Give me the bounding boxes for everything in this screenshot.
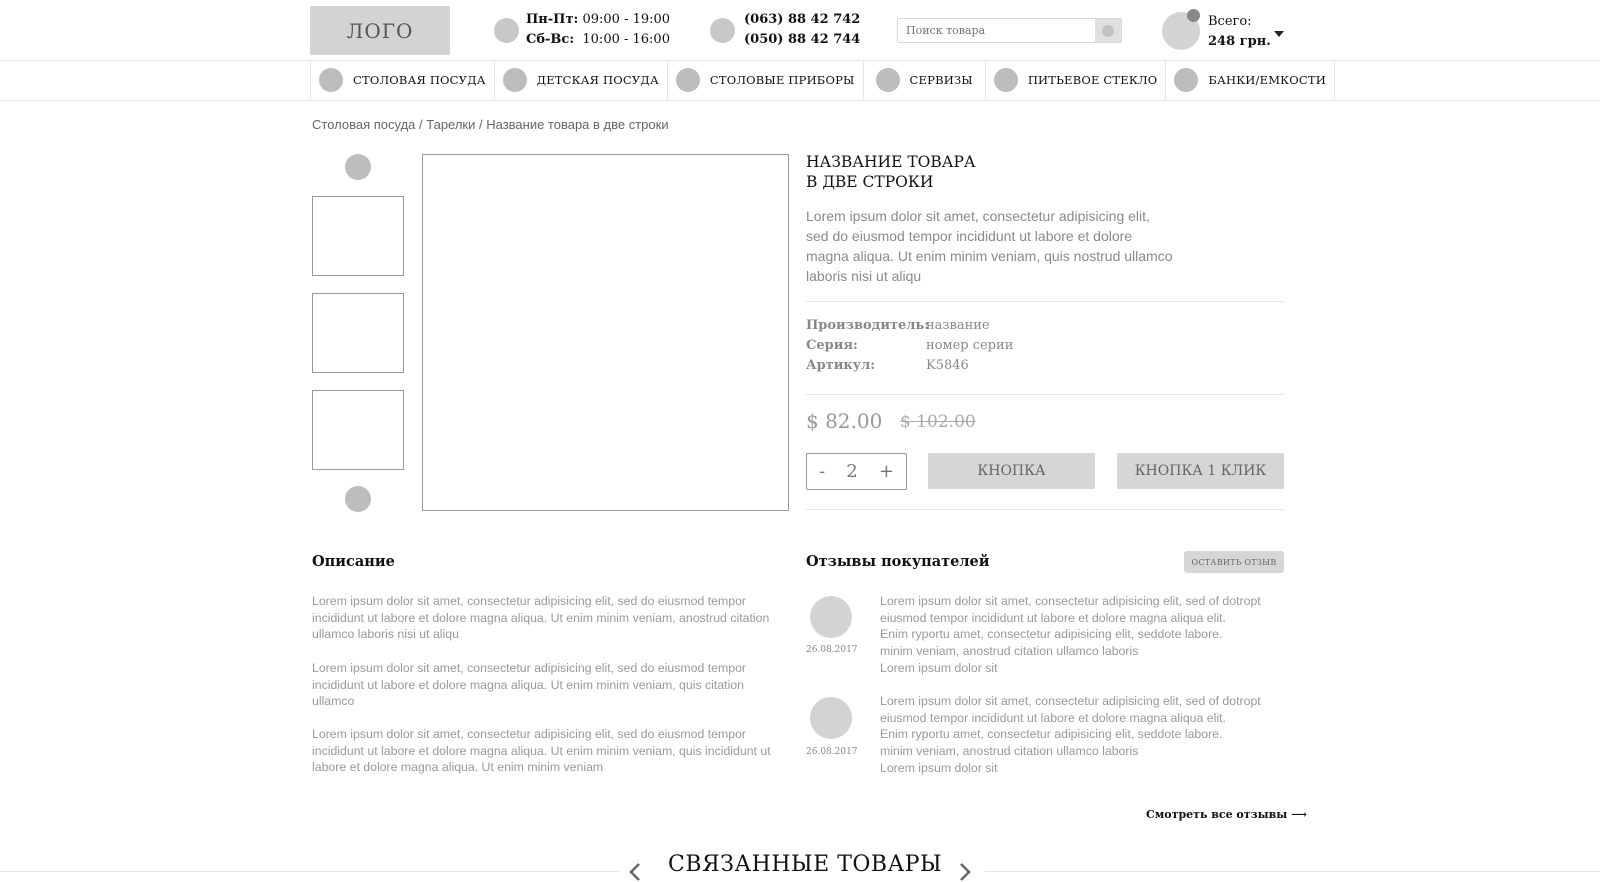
related-divider-right (985, 871, 1600, 872)
leave-review-button[interactable]: ОСТАВИТЬ ОТЗЫВ (1184, 551, 1284, 573)
review-date: 26.08.2017 (806, 747, 858, 757)
gallery-thumbnail[interactable] (312, 293, 404, 373)
nav-item-label: СТОЛОВАЯ ПОСУДА (353, 73, 486, 87)
gallery-thumbnail[interactable] (312, 390, 404, 470)
buy-one-click-button[interactable]: КНОПКА 1 КЛИК (1117, 453, 1284, 489)
spec-value: название (926, 318, 990, 333)
tableware-icon (319, 68, 343, 92)
jars-icon (1174, 68, 1198, 92)
clock-icon (494, 18, 519, 43)
buy-button[interactable]: КНОПКА (928, 453, 1095, 489)
review-line: Lorem ipsum dolor sit amet, consectetur adipisicing elit, sed of dotropt (880, 694, 1261, 708)
nav-item-label: БАНКИ/ЕМКОСТИ (1208, 73, 1327, 87)
gallery-down-arrow[interactable] (345, 486, 371, 512)
category-nav (310, 60, 1327, 100)
description-title: Описание (312, 553, 395, 570)
review-date: 26.08.2017 (806, 645, 858, 655)
kids-tableware-icon (503, 68, 527, 92)
qty-value[interactable]: 2 (846, 461, 858, 482)
related-divider-left (0, 871, 620, 872)
chevron-left-icon[interactable] (628, 862, 642, 882)
chevron-down-icon[interactable] (1274, 31, 1284, 37)
review-line: Enim ryportu amet, consectetur adipisicing elit, seddote labore. (880, 727, 1223, 742)
reviewer-avatar (810, 697, 852, 739)
review-line: minim veniam, anostrud citation ullamco laboris (880, 744, 1139, 759)
product-main-image[interactable] (422, 154, 789, 511)
breadcrumb[interactable]: Столовая посуда / Тарелки / Название товара в две строки (312, 117, 669, 132)
cart-label: Всего: (1208, 14, 1252, 29)
spec-value: K5846 (926, 358, 969, 373)
product-spec (806, 336, 1106, 356)
review-line: eiusmod tempor incididunt ut labore et dolore magna aliqua elit. (880, 710, 1226, 725)
cart-summary[interactable] (1208, 12, 1271, 52)
search-box (897, 18, 1122, 43)
working-hours (526, 10, 670, 50)
nav-item-glassware[interactable] (986, 60, 1167, 100)
related-products-header (600, 852, 1000, 882)
spec-key: Производитель: (806, 318, 930, 333)
review-line: eiusmod tempor incididunt ut labore et dolore magna aliqua elit. (880, 610, 1226, 625)
product-title-line: НАЗВАНИЕ ТОВАРА (806, 153, 976, 171)
nav-divider (0, 100, 1600, 101)
product-title (806, 152, 976, 192)
related-products-title: СВЯЗАННЫЕ ТОВАРЫ (668, 852, 943, 877)
product-spec (806, 316, 1106, 336)
reviewer-avatar (810, 596, 852, 638)
review-line: Lorem ipsum dolor sit (880, 760, 998, 775)
phone-number[interactable]: (063) 88 42 742 (744, 12, 861, 27)
search-button[interactable] (1095, 19, 1121, 42)
review-text (880, 693, 1285, 777)
cart-badge (1187, 9, 1200, 22)
product-divider (806, 394, 1284, 395)
product-short-description: Lorem ipsum dolor sit amet, consectetur adipisicing elit, sed do eiusmod tempor incididunt ut labore et dolore magna aliqua. Ut enim minim veniam, quis nostrud ullamco laboris nisi ut aliqu (806, 208, 1173, 284)
gallery-thumbnail[interactable] (312, 196, 404, 276)
sets-icon (876, 68, 900, 92)
all-reviews-link[interactable]: Смотреть все отзывы ⟶ (1146, 808, 1307, 821)
product-spec (806, 356, 1106, 376)
phone-numbers (744, 10, 860, 50)
reviews-title: Отзывы покупателей (806, 553, 990, 570)
product-title-line: В ДВЕ СТРОКИ (806, 173, 934, 191)
spec-key: Серия: (806, 338, 858, 353)
product-divider (806, 301, 1284, 302)
product-price: $ 82.00 (806, 409, 883, 433)
search-icon (1102, 25, 1114, 37)
qty-plus-button[interactable]: + (878, 461, 894, 482)
hours-label: Сб-Вс: (526, 32, 575, 47)
cart-total: 248 грн. (1208, 34, 1271, 49)
glassware-icon (994, 68, 1018, 92)
nav-item-label: ДЕТСКАЯ ПОСУДА (536, 73, 659, 87)
review-line: Lorem ipsum dolor sit (880, 660, 998, 675)
review-line: Lorem ipsum dolor sit amet, consectetur adipisicing elit, sed of dotropt (880, 594, 1261, 608)
phone-icon (710, 18, 735, 43)
qty-minus-button[interactable]: - (819, 461, 826, 482)
product-old-price: $ 102.00 (900, 412, 976, 432)
review-line: Enim ryportu amet, consectetur adipisicing elit, seddote labore. (880, 627, 1223, 642)
description-paragraph: Lorem ipsum dolor sit amet, consectetur adipisicing elit, sed do eiusmod tempor incididunt ut labore et dolore magna aliqua. Ut enim minim veniam, quis citation ullamco (312, 661, 747, 709)
nav-item-cutlery[interactable] (668, 60, 864, 100)
nav-item-jars[interactable] (1166, 60, 1335, 100)
logo[interactable]: ЛОГО (310, 6, 450, 55)
nav-item-label: СЕРВИЗЫ (909, 73, 973, 87)
nav-item-label: СТОЛОВЫЕ ПРИБОРЫ (709, 73, 855, 87)
spec-value: номер серии (926, 338, 1014, 353)
search-input[interactable] (898, 19, 1094, 42)
description-paragraph: Lorem ipsum dolor sit amet, consectetur adipisicing elit, sed do eiusmod tempor incididunt ut labore et dolore magna aliqua. Ut enim minim veniam, quis incididunt ut labore et dolore magna aliqua. Ut enim minim veniam (312, 727, 771, 775)
hours-value: 10:00 - 16:00 (582, 32, 670, 47)
spec-key: Артикул: (806, 358, 876, 373)
hours-value: 09:00 - 19:00 (582, 12, 671, 27)
phone-number[interactable]: (050) 88 42 744 (744, 32, 861, 47)
hours-label: Пн-Пт: (526, 12, 579, 27)
gallery-up-arrow[interactable] (345, 154, 371, 180)
quantity-stepper (806, 453, 907, 490)
nav-item-sets[interactable] (864, 60, 986, 100)
nav-item-label: ПИТЬЕВОЕ СТЕКЛО (1027, 73, 1158, 87)
review-text (880, 593, 1285, 677)
chevron-right-icon[interactable] (958, 862, 972, 882)
review-line: minim veniam, anostrud citation ullamco laboris (880, 644, 1139, 659)
cutlery-icon (676, 68, 700, 92)
nav-item-tableware[interactable] (311, 60, 495, 100)
product-divider (806, 509, 1284, 510)
nav-item-kids-tableware[interactable] (495, 60, 668, 100)
description-paragraph: Lorem ipsum dolor sit amet, consectetur adipisicing elit, sed do eiusmod tempor incididunt ut labore et dolore magna aliqua. Ut enim minim veniam, anostrud citation ullamco laboris nisi ut aliqu (312, 594, 770, 642)
